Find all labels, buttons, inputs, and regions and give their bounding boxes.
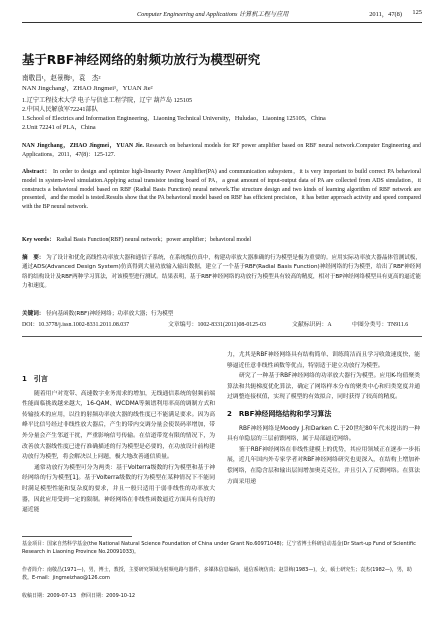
section-1-continued: 力，尤其是RBF神经网络具有结构简单、训练简洁而且学习收敛速度快，能够逼近任意非线性函数等优点，特别适于建立功放行为模型。 — [227, 352, 420, 369]
paper-title: 基于RBF神经网络的射频功放行为模型研究 — [22, 52, 261, 67]
issue-number: 2011，47(8) — [369, 11, 402, 18]
affiliation-cn-2: 2.中国人民解放军72241部队 — [22, 106, 98, 113]
citation-text: Research on behavioral models for RF power amplifier based on RBF neural network.Computer Engineering and Applications，2011，47(8)：125-127. — [22, 143, 421, 158]
abstract-divider — [22, 336, 422, 337]
abstract-en-text: In order to design and optimize high-linearity Power Amplifier(PA) and communication subsystem，it is very important to build correct PA behavioral model in system-level simulation.Applying actual transistor testing board of PA，a great amount of input-output data of PA are collected from ADS simulation，it constructs a behavioral model based on RBF (Radial Basis Function) neural network.The structure design and two kinds of learning algorithm of RBF network are presented，and the model is tested.Results show that the PA behavioral model based on RBF has efficient precision，it has better approach activity and speed compared with the BP neural network. — [22, 169, 421, 211]
keywords-cn-label: 关键词： — [22, 311, 45, 317]
keywords-en — [22, 236, 421, 245]
section-1-paragraph-2: 通常功放行为模型可分为两类：基于Volterra级数的行为模型和基于神经网络的行为模型[1]。基于Volterra级数的行为模型在某种情况下不能同时满足模型性能和复杂度的要求，并且一般只适用于弱非线性的功率放大器，因此应用受到一定的限制。神经网络在非线性函数逼近方面具有良好的逼近能 — [22, 464, 215, 514]
affiliation-en-1: 1.School of Electrics and Information Engineering，Liaoning Technical University，Huludao，Liaoning 125105，China — [22, 115, 326, 122]
right-column — [227, 350, 420, 487]
footnote-dates: 收稿日期：2009-07-13 修回日期：2009-10-12 — [22, 593, 136, 599]
section-1-paragraph-1: 随着用户对宽带、高速数字业务需求的增加，无线通信系统的射频前端性能面临挑战越来越大，16-QAM、WCDMA等频谱利用率高的调制方式和传输技术的应用，以往的射频功率放大器的线性度已不能满足要求。因为高峰平比信号经过非线性放大器后，产生的带内交调分量会使误码率增加，带外分量会产生邻道干扰，严重影响信号传输。在信道带宽有限的情况下，为改善放大器线性度已进行准确描述的行为模型是必要的，在功放设计前构建功放行为模型，将会解决以上问题，极大地改善通信质量。 — [22, 390, 215, 461]
journal-name: Computer Engineering and Applications 计算机工程与应用 — [137, 11, 289, 18]
abstract-en — [22, 168, 421, 212]
citation-authors: NAN Jingchang，ZHAO Jingmei，YUAN Jie. — [22, 143, 144, 149]
section-2-paragraph-2: 鉴于RBF神经网络在非线性建模上的优势，其应用领域正在逐步一步拓展，近几年国内外专家学者对RBF神经网络研究也更深入，在结构上增加补偿网络，在隐含层和输出层间增加奥克克位，并且引入了反馈网络。在算法方面采用递 — [227, 446, 420, 485]
clc-number: 中图分类号：TN911.6 — [352, 322, 409, 328]
section-1-heading: 1 引言 — [22, 375, 48, 383]
left-column — [22, 372, 215, 516]
affiliation-cn-1: 1.辽宁工程技术大学 电子与信息工程学院，辽宁 葫芦岛 125105 — [22, 97, 193, 104]
page-number: 125 — [412, 9, 422, 16]
footnote-fund: 基金项目：国家自然科学基金(the National Natural Science Foundation of China under Grant No.60971048)；辽宁省博士科研启动基金(Dr Start-up Fund of Scientific Research in Liaoning Province No.20091033)。 — [22, 541, 416, 555]
section-2-paragraph-1: RBF神经网络是Moody J.和Darken C.于20世纪80年代末提出的一种具有单隐层的三层前馈网络，属于局部逼近网络。 — [227, 425, 420, 443]
abstract-cn — [22, 254, 421, 292]
abstract-cn-label: 摘 要： — [22, 255, 45, 261]
doc-mark: 文献标识码：A — [292, 322, 332, 328]
keywords-en-text: Radial Basis Function(RBF) neural network；power amplifier；behavioral model — [56, 237, 252, 243]
doc-code: 文章编号：1002-8331(2011)08-0125-03 — [168, 322, 266, 328]
citation-block — [22, 142, 421, 160]
keywords-cn — [22, 310, 421, 319]
abstract-en-label: Abstract： — [22, 169, 51, 175]
authors-cn: 南敬昌¹，赵景梅¹，袁 杰² — [22, 75, 101, 82]
running-header — [22, 8, 422, 23]
footnote-bio: 作者简介：南敬昌(1971—)，男，博士，教授，主要研究领域为射频电路与器件，多媒体信息编码，通信系统仿真；赵景梅(1983—)，女，硕士研究生；袁杰(1982—)，男，助教。E-mail：jingmeizhao@126.com — [22, 567, 412, 581]
section-2-heading: 2 RBF神经网络结构和学习算法 — [227, 409, 332, 418]
footnote-rule — [22, 536, 132, 537]
affiliation-en-2: 2.Unit 72241 of PLA，China — [22, 124, 96, 131]
doi: DOI：10.3778/j.issn.1002-8331.2011.08.037 — [22, 322, 130, 328]
section-1-paragraph-3: 研究了一种基于RBF神经网络的功率放大器行为模型。应用K-均值聚类算法和共轭梯度优化算法，确定了网络样本分布的聚类中心和归类宽度并通过调整连接权值，实现了模型的有效拟合，同时获得了较高的精度。 — [227, 373, 420, 401]
abstract-cn-text: 为了设计和优化高线性功率放大器和通信子系统，在系统级仿真中，构建功率放大器准确的行为模型是极为重要的。应用实际功率放大器晶体管测试板，通过ADS(Advanced Design System)仿真得到大量功放输入输出数据，建立了一个基于RBF(Radial Basis Function)神经网络的行为模型，给出了RBF神经网络的结构设计及RBF两种学习算法，对该模型进行测试。结果表明，基于RBF神经网络的功放行为模型具有较高的精度，相对于BP神经网络模型具有更高的逼近能力和速度。 — [22, 255, 421, 290]
keywords-cn-text: 径向基函数(RBF)神经网络；功率放大器；行为模型 — [46, 311, 174, 317]
authors-en: NAN Jingchang¹，ZHAO Jingmei¹，YUAN Jie² — [22, 85, 153, 92]
keywords-en-label: Key words： — [22, 237, 55, 243]
